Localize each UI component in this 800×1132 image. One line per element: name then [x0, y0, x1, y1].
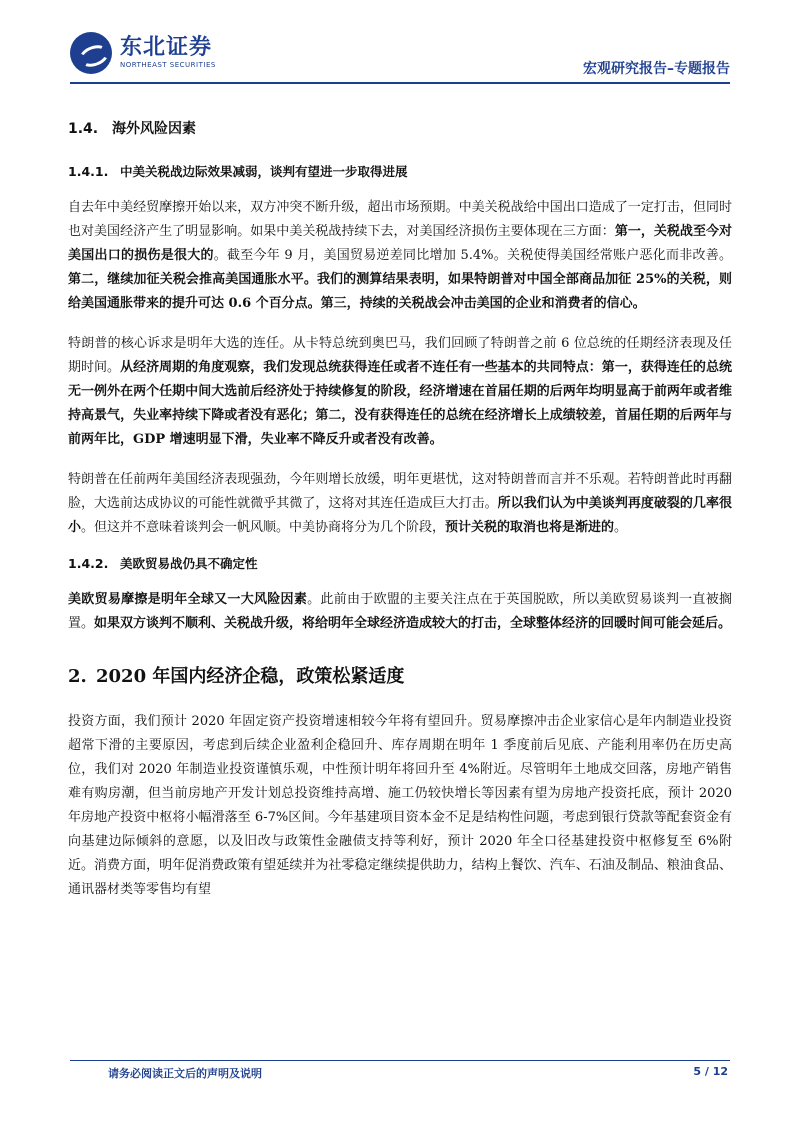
footer-disclaimer: 请务必阅读正文后的声明及说明 [108, 1067, 262, 1080]
header-divider [70, 82, 730, 84]
paragraph-4: 美欧贸易摩擦是明年全球又一大风险因素。此前由于欧盟的主要关注点在于英国脱欧，所以美欧贸易谈判一直被搁置。如果双方谈判不顺利、关税战升级，将给明年全球经济造成较大的打击，全球整体经济的回暖时间可能会延后。 [68, 592, 732, 631]
page-header [70, 28, 730, 82]
logo-name-cn: 东北证券 [120, 35, 213, 60]
page-number: 5 / 12 [693, 1065, 728, 1078]
footer-divider [70, 1060, 730, 1061]
paragraph-2: 特朗普的核心诉求是明年大选的连任。从卡特总统到奥巴马，我们回顾了特朗普之前 6 位总统的任期经济表现及任期时间。从经济周期的角度观察，我们发现总统获得连任或者不连任有一些基本的共同特点：第一，获得连任的总统无一例外在两个任期中间大选前后经济处于持续修复的阶段，经济增速在首届任期的后两年均明显高于前两年或者维持高景气，失业率持续下降或者没有恶化；第二，没有获得连任的总统在经济增长上成绩较差，首届任期的后两年与前两年比，GDP 增速明显下滑，失业率不降反升或者没有改善。 [68, 336, 732, 447]
section-heading-2: 2. 2020 年国内经济企稳，政策松紧适度 [68, 666, 405, 687]
section-heading-1-4-1: 1.4.1. 中美关税战边际效果减弱，谈判有望进一步取得进展 [68, 164, 408, 179]
logo-name-en: NORTHEAST SECURITIES [120, 61, 216, 69]
company-logo [70, 32, 216, 74]
paragraph-1: 自去年中美经贸摩擦开始以来，双方冲突不断升级，超出市场预期。中美关税战给中国出口造成了一定打击，但同时也对美国经济产生了明显影响。如果中美关税战持续下去，对美国经济损伤主要体现在三方面：第一，关税战至今对美国出口的损伤是很大的。截至今年 9 月，美国贸易逆差同比增加 5.4%。关税使得美国经常账户恶化而非改善。第二，继续加征关税会推高美国通胀水平。我们的测算结果表明，如果特朗普对中国全部商品加征 25%的关税，则给美国通胀带来的提升可达 0.6 个百分点。第三，持续的关税战会冲击美国的企业和消费者的信心。 [68, 200, 732, 311]
page-content [68, 110, 732, 902]
section-heading-1-4-2: 1.4.2. 美欧贸易战仍具不确定性 [68, 556, 258, 571]
logo-emblem-icon [70, 32, 112, 74]
section-heading-1-4: 1.4. 海外风险因素 [68, 121, 196, 137]
paragraph-3: 特朗普在任前两年美国经济表现强劲，今年则增长放缓，明年更堪忧，这对特朗普而言并不乐观。若特朗普此时再翻脸，大选前达成协议的可能性就微乎其微了，这将对其连任造成巨大打击。所以我们认为中美谈判再度破裂的几率很小。但这并不意味着谈判会一帆风顺。中美协商将分为几个阶段，预计关税的取消也将是渐进的。 [68, 472, 732, 535]
report-type: 宏观研究报告–专题报告 [583, 61, 730, 77]
paragraph-5: 投资方面，我们预计 2020 年固定资产投资增速相较今年将有望回升。贸易摩擦冲击企业家信心是年内制造业投资超常下滑的主要原因，考虑到后续企业盈利企稳回升、库存周期在明年 1 季度前后见底、产能利用率仍在历史高位，我们对 2020 年制造业投资谨慎乐观，中性预计明年将回升至 4%附近。尽管明年土地成交回落，房地产销售难有购房潮，但当前房地产开发计划总投资维持高增、施工仍较快增长等因素有望为房地产投资托底，预计 2020 年房地产投资中枢将小幅滑落至 6-7%区间。今年基建项目资本金不足是结构性问题，考虑到银行贷款等配套资金有向基建边际倾斜的意愿，以及旧改与政策性金融债支持等利好，预计 2020 年全口径基建投资中枢修复至 6%附近。消费方面，明年促消费政策有望延续并为社零稳定继续提供助力，结构上餐饮、汽车、石油及制品、粮油食品、通讯器材类等零售均有望 [68, 714, 732, 897]
